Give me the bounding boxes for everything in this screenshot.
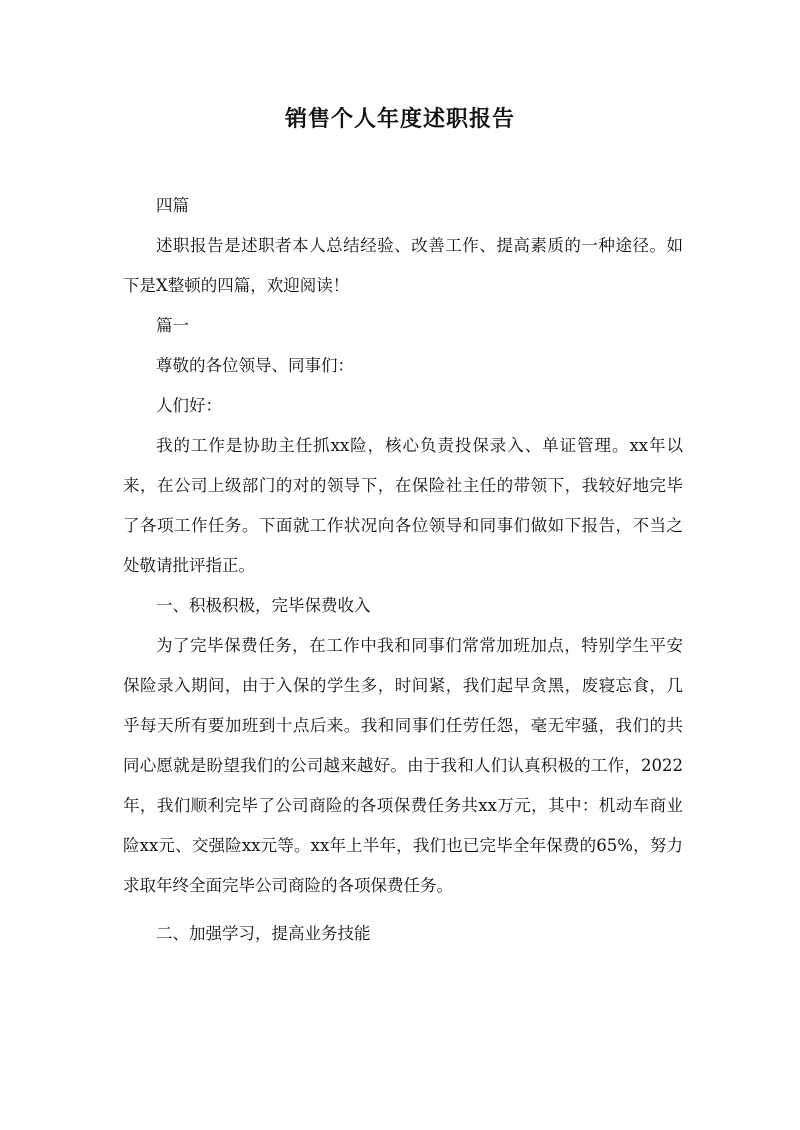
paragraph-salutation: 尊敬的各位领导、同事们： [156, 356, 354, 375]
paragraph-part-one: 篇一 [156, 316, 189, 335]
section-heading-two: 二、加强学习，提高业务技能 [156, 924, 371, 943]
paragraph-duties: 我的工作是协助主任抓xx险，核心负责投保录入、单证管理。xx年以来，在公司上级部门的对的领导下，在保险社主任的带领下，我较好地完毕了各项工作任务。下面就工作状况向各位领导和同事们做如下报告，不当之处敬请批评指正。 [123, 436, 683, 575]
paragraph-premium-income: 为了完毕保费任务，在工作中我和同事们常常加班加点，特别学生平安保险录入期间，由于入保的学生多，时间紧，我们起早贪黑，废寝忘食，几乎每天所有要加班到十点后来。我和同事们任劳任怨，毫无牢骚，我们的共同心愿就是盼望我们的公司越来越好。由于我和人们认真积极的工作，2022年，我们顺利完毕了公司商险的各项保费任务共xx万元，其中：机动车商业险xx元、交强险xx元等。xx年上半年，我们也已完毕全年保费的65%，努力求取年终全面完毕公司商险的各项保费任务。 [123, 636, 683, 895]
paragraph-greeting: 人们好： [156, 396, 222, 415]
document-body [123, 186, 683, 954]
paragraph-intro: 述职报告是述职者本人总结经验、改善工作、提高素质的一种途径。如下是X整顿的四篇，欢迎阅读！ [123, 236, 683, 295]
paragraph-subtitle: 四篇 [156, 196, 189, 215]
section-heading-one: 一、积极积极，完毕保费收入 [156, 596, 371, 615]
document-title: 销售个人年度述职报告 [284, 106, 515, 132]
